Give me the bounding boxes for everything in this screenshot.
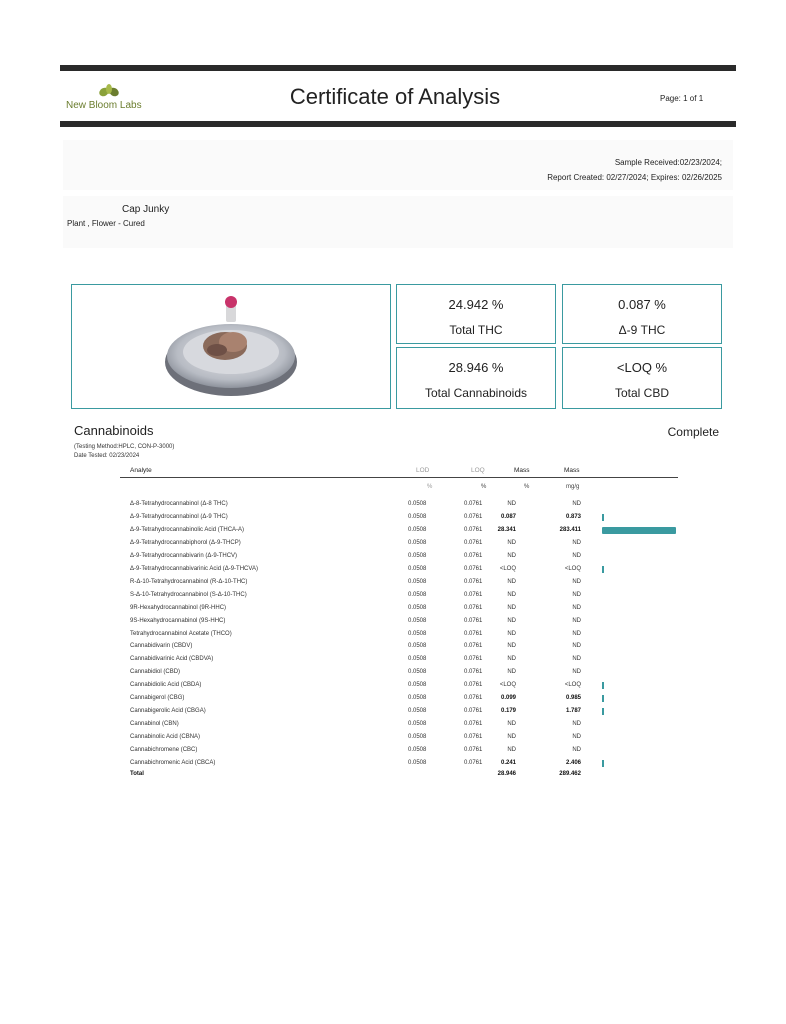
mass-pct-value: ND [507,643,516,650]
table-row [0,540,786,552]
mass-mg-value: ND [572,669,581,676]
mass-mg-value: 1.787 [565,708,581,715]
lod-value: 0.0508 [408,721,427,728]
lod-value: 0.0508 [408,578,427,585]
total-pct: 28.946 [497,770,516,777]
mass-pct-value: <LOQ [499,565,516,572]
mass-pct-value: ND [507,734,516,741]
lod-value: 0.0508 [408,747,427,754]
logo-text: New Bloom Labs [66,100,142,111]
lod-value: 0.0508 [408,630,427,637]
lod-value: 0.0508 [408,682,427,689]
table-row [0,579,786,591]
analyte-name: Cannabichromene (CBC) [130,747,198,754]
section-title: Cannabinoids [74,423,154,438]
loq-value: 0.0761 [464,695,483,702]
mass-mg-value: ND [572,656,581,663]
col-mass-pct: Mass [514,467,530,474]
table-row [0,695,786,707]
mass-pct-value: ND [507,501,516,507]
table-row [0,734,786,746]
table-row [0,669,786,681]
table-row [0,501,786,513]
analyte-name: 9S-Hexahydrocannabinol (9S-HHC) [130,617,226,624]
table-row [0,747,786,759]
sample-photo-card [71,284,391,409]
loq-value: 0.0761 [464,539,483,546]
table-row [0,605,786,617]
col-mass-mg: Mass [564,467,580,474]
analyte-name: Δ-9-Tetrahydrocannabinolic Acid (THCA-A) [130,526,245,533]
total-cannabinoids-value: 28.946 % [448,360,504,375]
sample-photo [161,290,301,402]
mass-mg-value: 283.411 [559,526,581,533]
lod-value: 0.0508 [408,669,427,676]
mass-pct-value: ND [507,617,516,624]
loq-value: 0.0761 [464,501,483,507]
testing-method: (Testing Method:HPLC, CON-P-3000) [74,444,175,450]
mass-pct-value: <LOQ [499,682,516,689]
analyte-name: Cannabichromenic Acid (CBCA) [130,760,216,766]
loq-value: 0.0761 [464,656,483,663]
loq-value: 0.0761 [464,552,483,559]
total-cannabinoids-card [396,347,556,409]
analyte-name: Δ-9-Tetrahydrocannabivarin (Δ-9-THCV) [130,552,238,559]
d9-thc-card [562,284,722,344]
analyte-name: Tetrahydrocannabinol Acetate (THCO) [130,630,232,637]
result-tick [602,514,604,521]
table-row [0,618,786,630]
loq-value: 0.0761 [464,734,483,741]
result-tick [602,682,604,689]
lod-value: 0.0508 [408,656,427,663]
analyte-name: Cannabidiolic Acid (CBDA) [130,682,202,689]
lod-value: 0.0508 [408,760,427,766]
loq-value: 0.0761 [464,604,483,611]
table-row [0,527,786,539]
mass-pct-value: 0.099 [500,695,516,702]
table-row [0,682,786,694]
result-tick [602,760,604,767]
result-tick [602,566,604,573]
sample-received: Sample Received:02/23/2024; [614,158,722,167]
analyte-name: 9R-Hexahydrocannabinol (9R-HHC) [130,604,227,611]
mass-mg-value: ND [572,630,581,637]
lod-value: 0.0508 [408,513,427,520]
product-type: Plant , Flower - Cured [67,219,145,228]
mass-mg-value: <LOQ [564,682,581,689]
loq-value: 0.0761 [464,591,483,598]
mass-mg-value: ND [572,552,581,559]
mass-mg-value: ND [572,501,581,507]
mass-pct-value: ND [507,591,516,598]
total-mg: 289.462 [559,770,581,777]
mass-pct-value: ND [507,604,516,611]
analyte-name: Δ-8-Tetrahydrocannabinol (Δ-8 THC) [130,501,228,507]
analyte-name: Δ-9-Tetrahydrocannabivarinic Acid (Δ-9-THCVA) [130,565,258,572]
mass-pct-value: 0.241 [500,760,516,766]
lod-value: 0.0508 [408,734,427,741]
table-row [0,721,786,733]
analyte-name: R-Δ-10-Tetrahydrocannabinol (R-Δ-10-THC) [130,578,248,585]
analyte-name: Δ-9-Tetrahydrocannabinol (Δ-9 THC) [130,513,228,520]
mass-mg-value: ND [572,539,581,546]
table-row [0,643,786,655]
analyte-name: S-Δ-10-Tetrahydrocannabinol (S-Δ-10-THC) [130,591,247,598]
product-name: Cap Junky [122,204,170,215]
loq-value: 0.0761 [464,513,483,520]
result-tick [602,708,604,715]
loq-value: 0.0761 [464,643,483,650]
status-label: Complete [667,425,719,439]
mass-pct-value: 0.087 [500,513,516,520]
analyte-name: Cannabigerol (CBG) [130,695,185,702]
col-analyte: Analyte [130,467,152,474]
lod-value: 0.0508 [408,695,427,702]
total-thc-value: 24.942 % [448,297,504,312]
total-thc-label: Total THC [449,323,503,337]
mass-mg-value: 2.406 [565,760,581,766]
lod-value: 0.0508 [408,617,427,624]
table-row [0,656,786,668]
mass-pct-value: 0.179 [500,708,516,715]
loq-value: 0.0761 [464,526,483,533]
loq-value: 0.0761 [464,617,483,624]
lod-value: 0.0508 [408,565,427,572]
analyte-name: Cannabidiol (CBD) [130,669,181,676]
mass-pct-value: ND [507,721,516,728]
lod-value: 0.0508 [408,552,427,559]
loq-value: 0.0761 [464,669,483,676]
page-number: Page: 1 of 1 [660,94,704,103]
mass-pct-value: ND [507,552,516,559]
total-cbd-label: Total CBD [614,386,670,400]
mass-mg-value: ND [572,734,581,741]
page-title: Certificate of Analysis [289,84,501,109]
loq-value: 0.0761 [464,682,483,689]
mass-mg-value: ND [572,617,581,624]
analyte-name: Cannabigerolic Acid (CBGA) [130,708,206,715]
loq-value: 0.0761 [464,578,483,585]
loq-value: 0.0761 [464,565,483,572]
mass-mg-value: <LOQ [564,565,581,572]
mass-mg-value: ND [572,604,581,611]
mass-mg-value: 0.873 [565,513,581,520]
lod-value: 0.0508 [408,708,427,715]
mass-mg-value: ND [572,643,581,650]
col-lod: LOD [416,467,430,474]
table-row [0,514,786,526]
total-cbd-card [562,347,722,409]
loq-value: 0.0761 [464,721,483,728]
total-cannabinoids-label: Total Cannabinoids [424,386,528,400]
mass-pct-value: ND [507,630,516,637]
table-row [0,553,786,565]
table-row [0,708,786,720]
table-header [120,465,678,478]
mass-mg-value: ND [572,578,581,585]
mass-pct-value: ND [507,669,516,676]
mass-mg-value: ND [572,721,581,728]
mass-pct-value: ND [507,747,516,754]
lod-value: 0.0508 [408,591,427,598]
mass-pct-value: ND [507,656,516,663]
result-bar [602,527,676,534]
analyte-name: Cannabinolic Acid (CBNA) [130,734,201,741]
table-row [0,592,786,604]
table-row [0,631,786,643]
total-label: Total [130,770,144,777]
leaf-logo-icon [97,83,121,99]
lod-value: 0.0508 [408,539,427,546]
unit-mass-mg: mg/g [566,484,580,490]
d9-thc-value: 0.087 % [618,297,666,312]
unit-loq: % [481,484,487,490]
total-cbd-value: <LOQ % [616,360,668,375]
lod-value: 0.0508 [408,604,427,611]
loq-value: 0.0761 [464,760,483,766]
lod-value: 0.0508 [408,526,427,533]
header-bottom-rule [60,121,736,127]
total-thc-card [396,284,556,344]
lod-value: 0.0508 [408,643,427,650]
d9-thc-label: Δ-9 THC [618,323,666,337]
result-tick [602,695,604,702]
table-row [0,566,786,578]
header-top-rule [60,65,736,71]
analyte-name: Cannabinol (CBN) [130,721,179,728]
lod-value: 0.0508 [408,501,427,507]
unit-lod: % [427,484,433,490]
loq-value: 0.0761 [464,708,483,715]
col-loq: LOQ [471,467,485,474]
unit-mass-pct: % [524,484,530,490]
date-tested: Date Tested: 02/23/2024 [74,453,140,459]
loq-value: 0.0761 [464,630,483,637]
analyte-name: Δ-9-Tetrahydrocannabiphorol (Δ-9-THCP) [130,539,241,546]
loq-value: 0.0761 [464,747,483,754]
mass-pct-value: ND [507,578,516,585]
report-created: Report Created: 02/27/2024; Expires: 02/26/2025 [547,173,722,182]
table-total-row [0,771,786,783]
mass-mg-value: 0.985 [565,695,581,702]
analyte-name: Cannabidivarin (CBDV) [130,643,193,650]
mass-mg-value: ND [572,591,581,598]
mass-pct-value: 28.341 [497,526,516,533]
mass-pct-value: ND [507,539,516,546]
mass-mg-value: ND [572,747,581,754]
analyte-name: Cannabidivarinic Acid (CBDVA) [130,656,214,663]
